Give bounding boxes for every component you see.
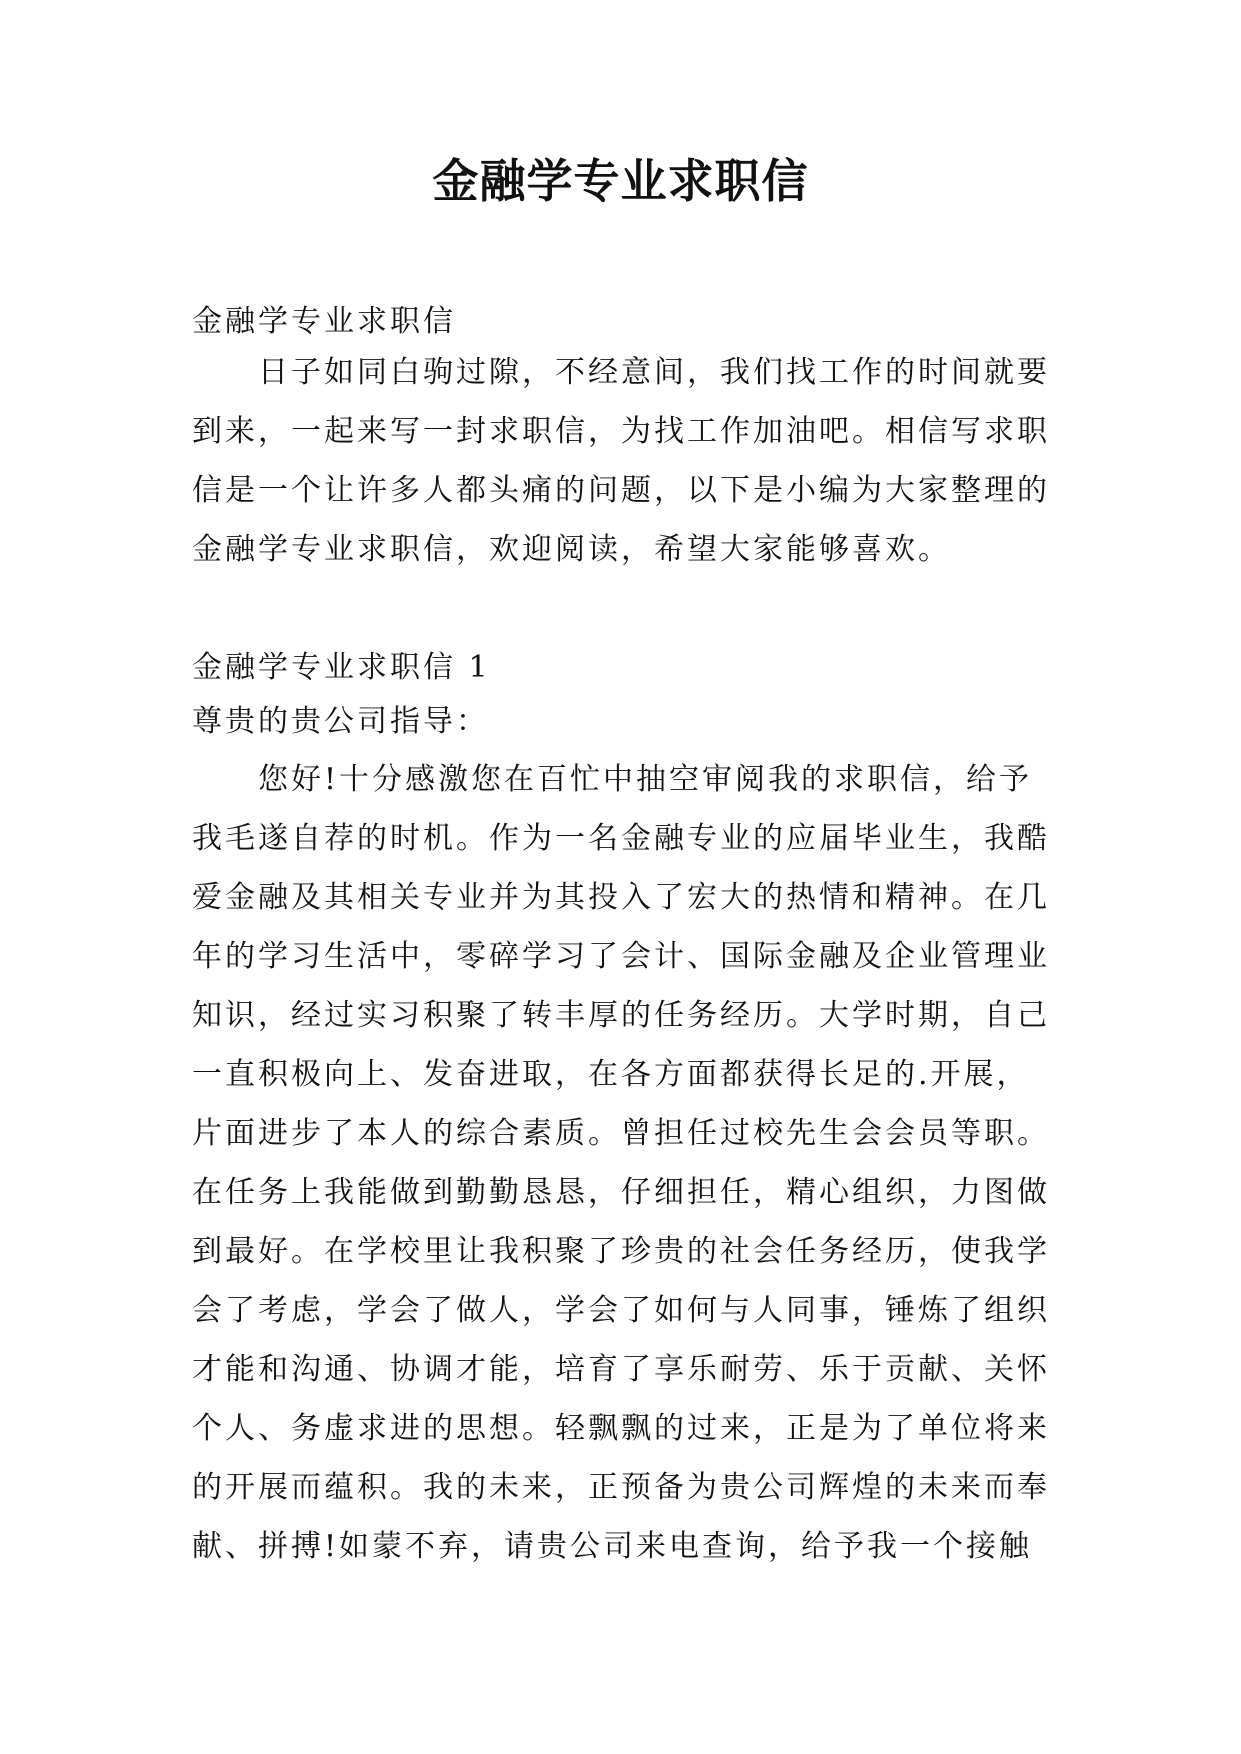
document-title: 金融学专业求职信	[432, 154, 809, 208]
letter-line: 到最好。在学校里让我积聚了珍贵的社会任务经历，使我学	[192, 1234, 1050, 1269]
intro-line: 日子如同白驹过隙，不经意间，我们找工作的时间就要	[258, 355, 1050, 390]
letter-line: 我毛遂自荐的时机。作为一名金融专业的应届毕业生，我酷	[192, 821, 1050, 856]
intro-line: 金融学专业求职信，欢迎阅读，希望大家能够喜欢。	[192, 532, 951, 567]
letter-line: 知识，经过实习积聚了转丰厚的任务经历。大学时期，自己	[192, 998, 1050, 1033]
letter-heading: 金融学专业求职信 1	[192, 650, 491, 685]
letter-line: 年的学习生活中，零碎学习了会计、国际金融及企业管理业	[192, 939, 1050, 974]
letter-line: 片面进步了本人的综合素质。曾担任过校先生会会员等职。	[192, 1116, 1050, 1151]
letter-line: 才能和沟通、协调才能，培育了享乐耐劳、乐于贡献、关怀	[192, 1352, 1050, 1387]
letter-line: 一直积极向上、发奋进取，在各方面都获得长足的.开展，	[192, 1057, 1030, 1092]
letter-body-paragraph	[192, 750, 1072, 1576]
letter-line: 您好!十分感激您在百忙中抽空审阅我的求职信，给予	[258, 762, 1033, 797]
letter-line: 在任务上我能做到勤勤恳恳，仔细担任，精心组织，力图做	[192, 1175, 1050, 1210]
letter-line: 爱金融及其相关专业并为其投入了宏大的热情和精神。在几	[192, 880, 1050, 915]
document-subtitle: 金融学专业求职信	[192, 304, 456, 339]
letter-salutation: 尊贵的贵公司指导：	[192, 704, 489, 739]
intro-line: 到来，一起来写一封求职信，为找工作加油吧。相信写求职	[192, 414, 1050, 449]
intro-paragraph	[192, 343, 1072, 579]
letter-line: 的开展而蕴积。我的未来，正预备为贵公司辉煌的未来而奉	[192, 1470, 1050, 1505]
letter-line: 个人、务虚求进的思想。轻飘飘的过来，正是为了单位将来	[192, 1411, 1050, 1446]
intro-line: 信是一个让许多人都头痛的问题，以下是小编为大家整理的	[192, 473, 1050, 508]
letter-line: 献、拼搏!如蒙不弃，请贵公司来电查询，给予我一个接触	[192, 1529, 1033, 1564]
letter-line: 会了考虑，学会了做人，学会了如何与人同事，锤炼了组织	[192, 1293, 1050, 1328]
